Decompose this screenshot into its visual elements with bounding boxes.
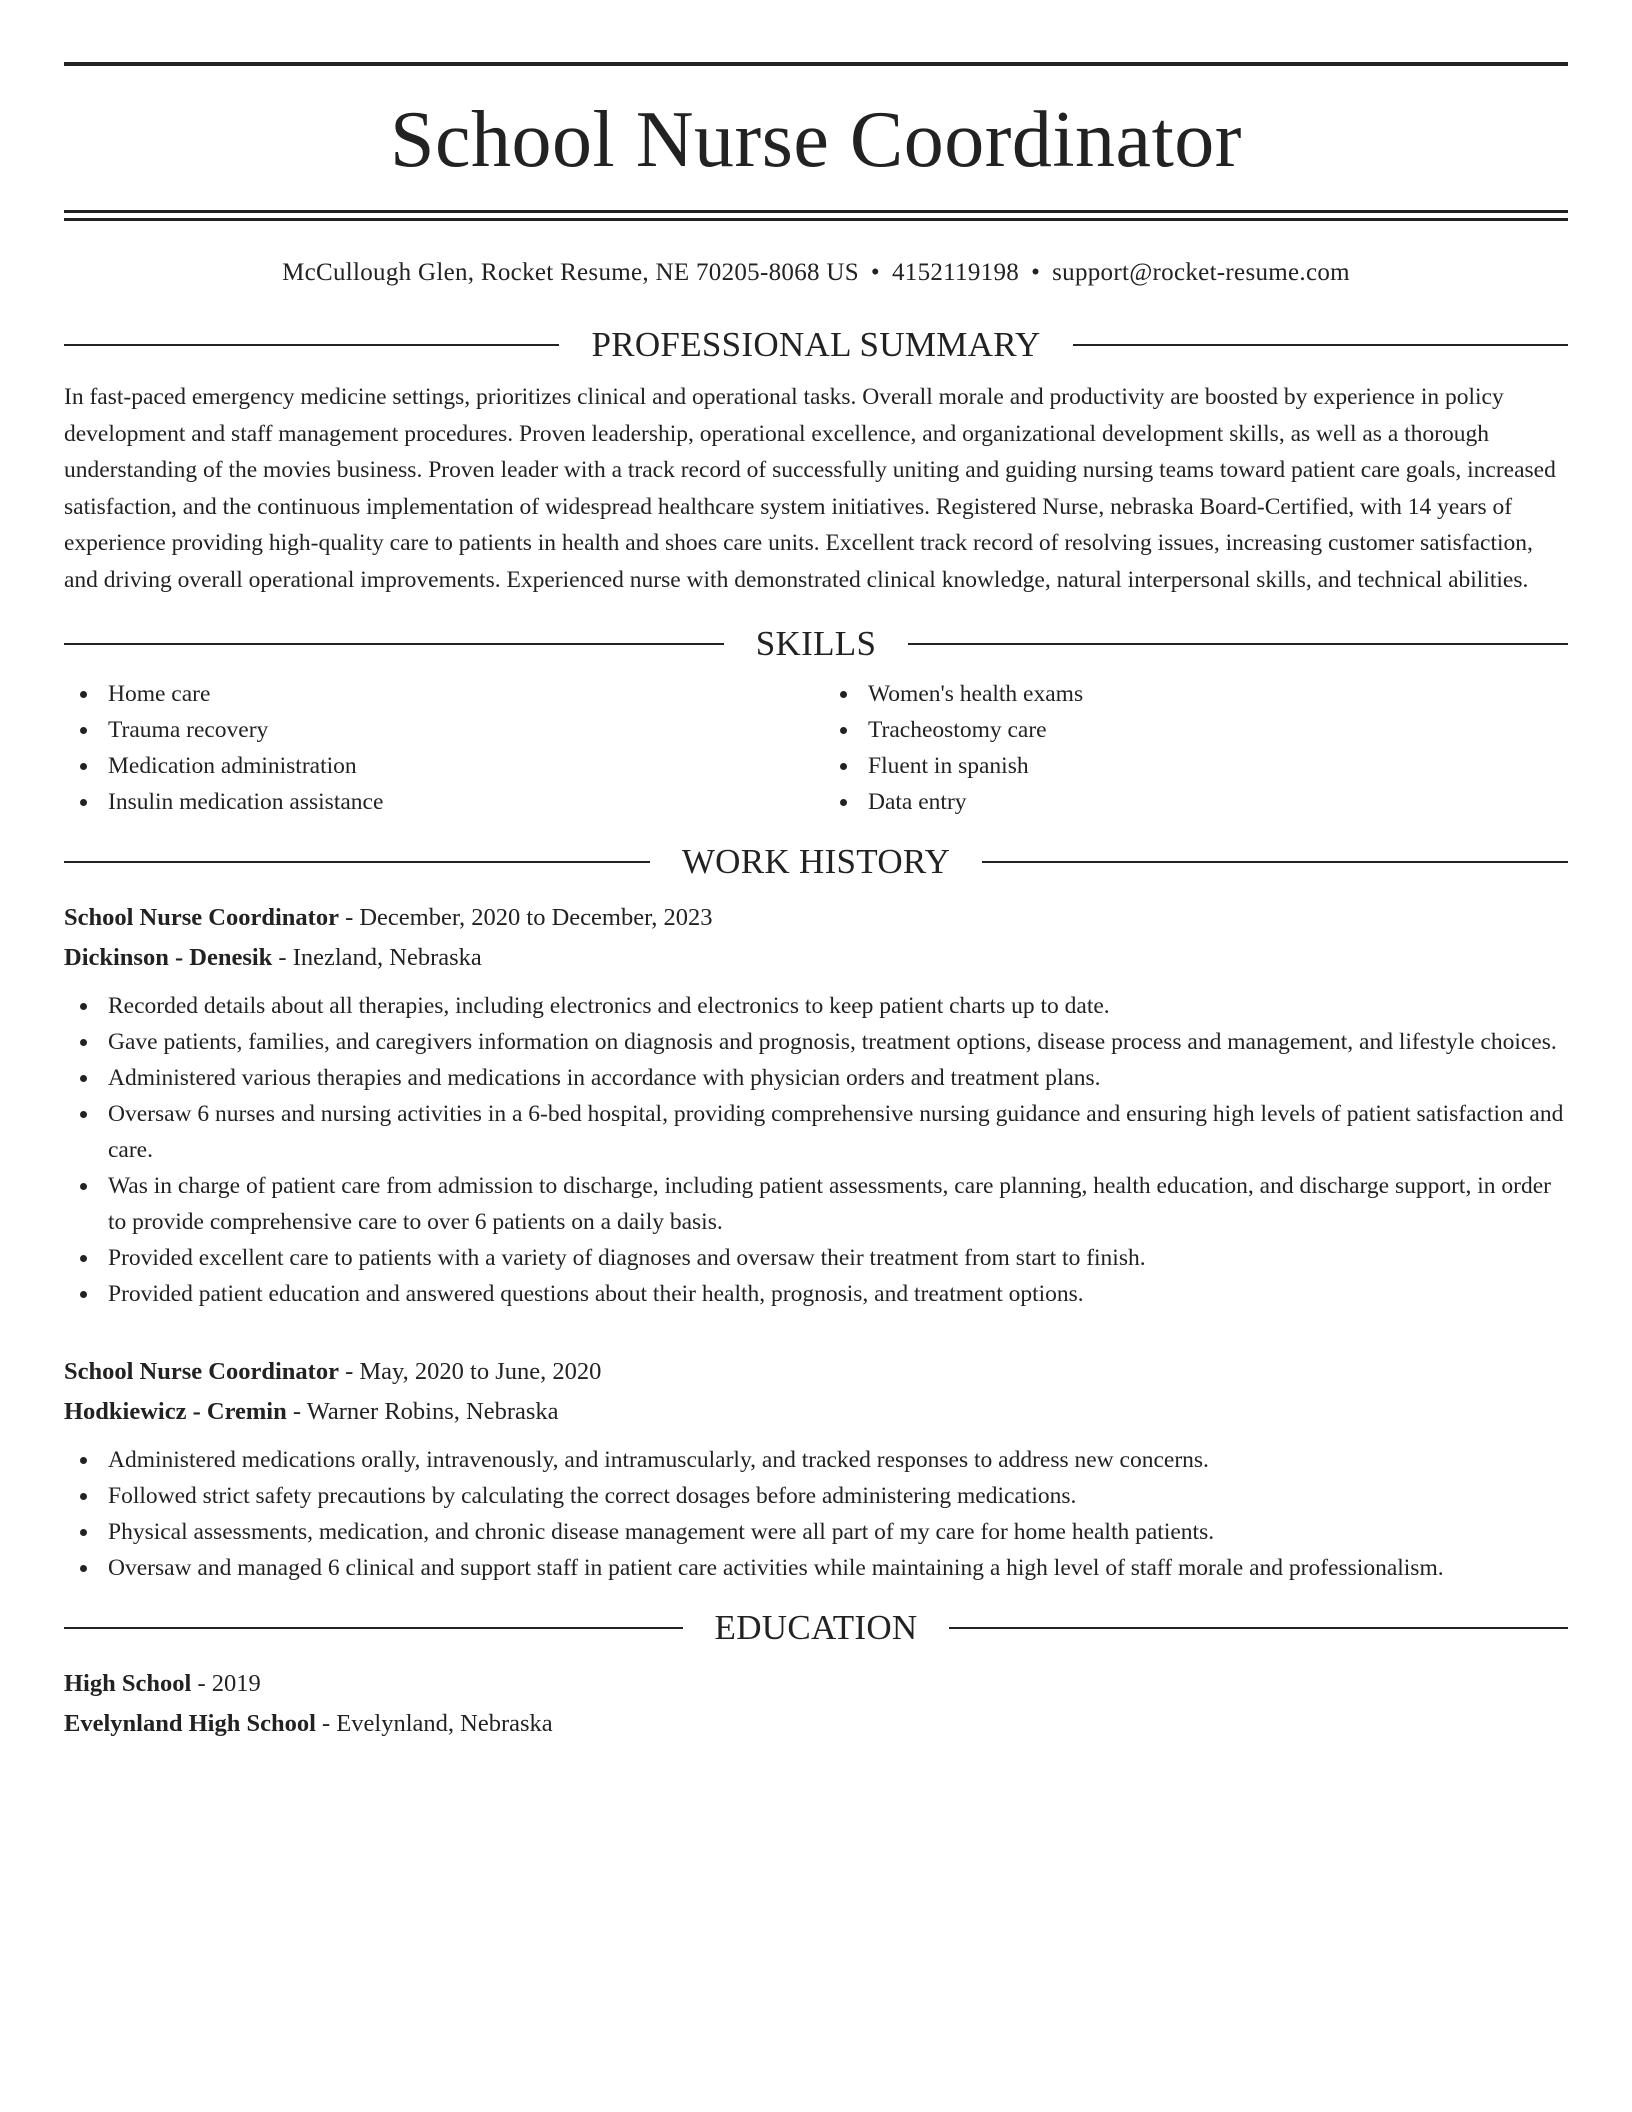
heading-rule (64, 1627, 683, 1629)
education-school-line (64, 1704, 1568, 1744)
skill-item: Trauma recovery (64, 712, 816, 748)
contact-separator: • (870, 259, 880, 286)
skill-item: Data entry (816, 784, 1568, 820)
work-heading (64, 842, 1568, 882)
job-bullet: Provided patient education and answered questions about their health, prognosis, and treatment options. (64, 1276, 1568, 1312)
job-bullet: Administered various therapies and medications in accordance with physician orders and treatment plans. (64, 1060, 1568, 1096)
job-employer-line (64, 1392, 1568, 1432)
skill-item: Home care (64, 676, 816, 712)
summary-heading-label: PROFESSIONAL SUMMARY (591, 325, 1041, 364)
job-bullets (64, 988, 1568, 1312)
job-bullets (64, 1442, 1568, 1586)
education-heading (64, 1608, 1568, 1648)
job-title: School Nurse Coordinator (64, 904, 339, 931)
heading-rule (64, 861, 650, 863)
summary-heading (64, 325, 1568, 365)
heading-rule (908, 643, 1568, 645)
job-title-line (64, 1352, 1568, 1392)
contact-line (64, 257, 1568, 289)
resume-title: School Nurse Coordinator (390, 96, 1242, 184)
education-entry (64, 1664, 1568, 1744)
job-bullet: Gave patients, families, and caregivers information on diagnosis and prognosis, treatment options, disease process and management, and lifestyle choices. (64, 1024, 1568, 1060)
job-bullet: Administered medications orally, intravenously, and intramuscularly, and tracked responses to address new concerns. (64, 1442, 1568, 1478)
job-bullet: Oversaw and managed 6 clinical and support staff in patient care activities while maintaining a high level of staff morale and professionalism. (64, 1550, 1568, 1586)
skill-item: Women's health exams (816, 676, 1568, 712)
job-bullet: Oversaw 6 nurses and nursing activities in a 6-bed hospital, providing comprehensive nursing guidance and ensuring high levels of patient satisfaction and care. (64, 1096, 1568, 1168)
job-employer: Dickinson - Denesik (64, 944, 273, 971)
skill-item: Tracheostomy care (816, 712, 1568, 748)
job-title: School Nurse Coordinator (64, 1358, 339, 1385)
education-degree-line (64, 1664, 1568, 1704)
skills-column-left (64, 676, 816, 820)
job-bullet: Provided excellent care to patients with a variety of diagnoses and oversaw their treatment from start to finish. (64, 1240, 1568, 1276)
education-school: Evelynland High School (64, 1710, 316, 1737)
job-employer: Hodkiewicz - Cremin (64, 1398, 287, 1425)
work-heading-label: WORK HISTORY (681, 842, 951, 881)
skill-item: Fluent in spanish (816, 748, 1568, 784)
job-dates: - December, 2020 to December, 2023 (338, 904, 713, 931)
education-year: - 2019 (191, 1670, 261, 1697)
job-bullet: Recorded details about all therapies, including electronics and electronics to keep patient charts up to date. (64, 988, 1568, 1024)
skills-heading (64, 624, 1568, 664)
title-double-rule (64, 210, 1568, 221)
job-bullet: Followed strict safety precautions by calculating the correct dosages before administering medications. (64, 1478, 1568, 1514)
heading-rule (64, 643, 724, 645)
education-location: - Evelynland, Nebraska (315, 1710, 553, 1737)
heading-rule (949, 1627, 1568, 1629)
job-dates: - May, 2020 to June, 2020 (338, 1358, 602, 1385)
contact-email: support@rocket-resume.com (1052, 259, 1350, 286)
heading-rule (982, 861, 1568, 863)
job-title-line (64, 898, 1568, 938)
contact-phone: 4152119198 (891, 259, 1020, 286)
heading-rule (1073, 344, 1568, 346)
job-location: - Warner Robins, Nebraska (286, 1398, 559, 1425)
heading-rule (64, 344, 559, 346)
education-heading-label: EDUCATION (714, 1608, 918, 1647)
contact-address: McCullough Glen, Rocket Resume, NE 70205-8068 US (282, 259, 859, 286)
job-entry (64, 1352, 1568, 1586)
summary-text: In fast-paced emergency medicine settings, prioritizes clinical and operational tasks. Overall morale and productivity are boosted by experience in policy development and staff management procedures. Proven leadership, operational excellence, and organizational development skills, as well as a thorough understanding of the movies business. Proven leader with a track record of successfully uniting and guiding nursing teams toward patient care goals, increased satisfaction, and the continuous implementation of widespread healthcare system initiatives. Registered Nurse, nebraska Board-Certified, with 14 years of experience providing high-quality care to patients in health and shoes care units. Excellent track record of resolving issues, increasing customer satisfaction, and driving overall operational improvements. Experienced nurse with demonstrated clinical knowledge, natural interpersonal skills, and technical abilities. (64, 384, 1556, 593)
skills-heading-label: SKILLS (755, 624, 877, 663)
education-degree: High School (64, 1670, 192, 1697)
job-entry (64, 898, 1568, 1312)
skill-item: Medication administration (64, 748, 816, 784)
job-location: - Inezland, Nebraska (272, 944, 482, 971)
job-bullet: Physical assessments, medication, and chronic disease management were all part of my care for home health patients. (64, 1514, 1568, 1550)
contact-separator: • (1031, 259, 1041, 286)
job-bullet: Was in charge of patient care from admission to discharge, including patient assessments, care planning, health education, and discharge support, in order to provide comprehensive care to over 6 patients on a daily basis. (64, 1168, 1568, 1240)
skills-list (64, 676, 1568, 820)
job-employer-line (64, 938, 1568, 978)
skill-item: Insulin medication assistance (64, 784, 816, 820)
skills-column-right (816, 676, 1568, 820)
